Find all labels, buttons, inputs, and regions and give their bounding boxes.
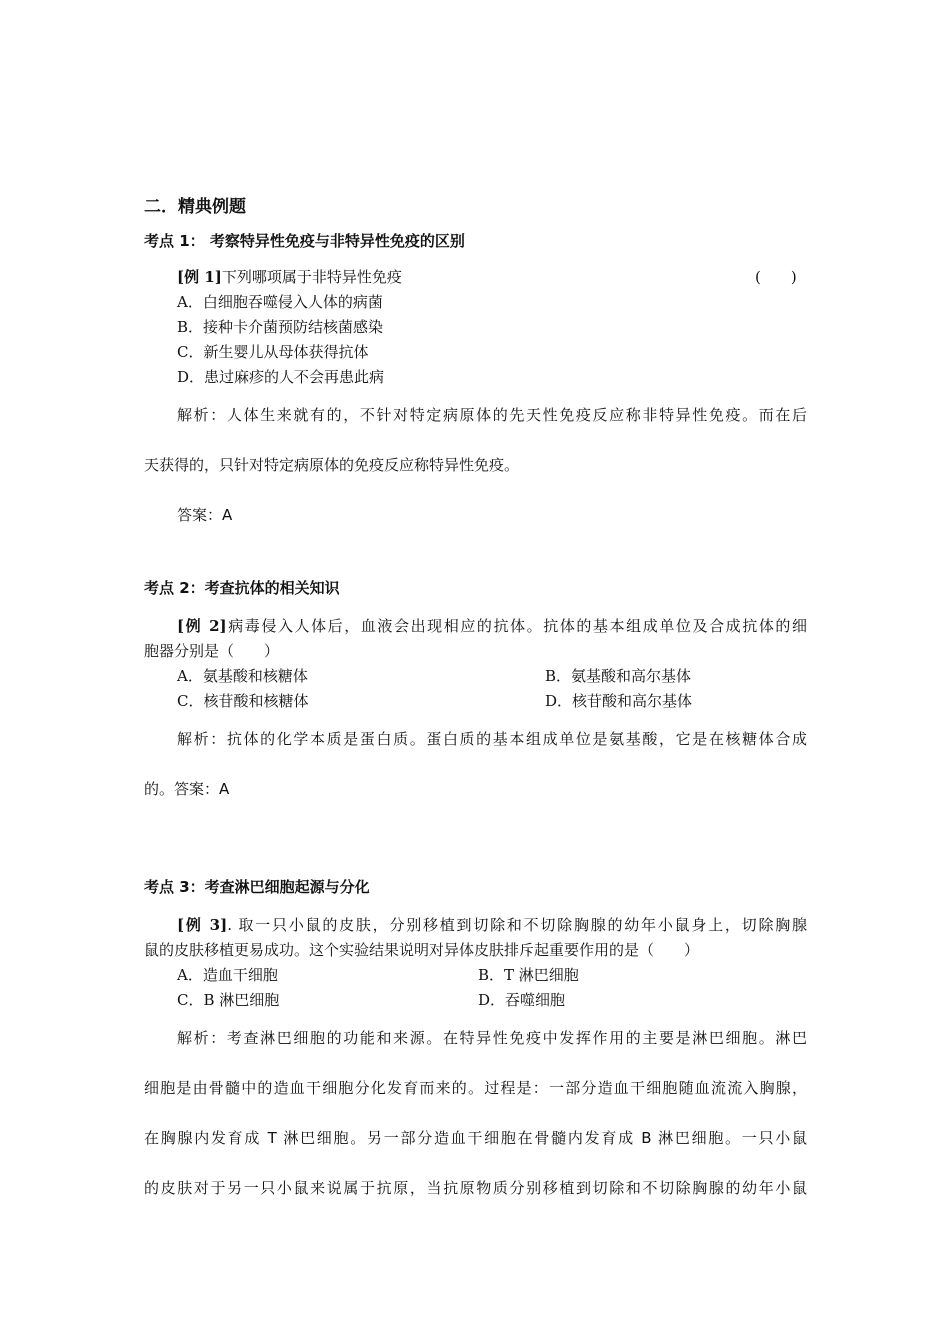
kp2-option-b: B．氨基酸和高尔基体: [545, 667, 692, 685]
kp2-analysis-line2: 的。答案：A: [144, 780, 230, 798]
kp2-analysis-line1: 解析：抗体的化学本质是蛋白质。蛋白质的基本组成单位是氨基酸，它是在核糖体合成: [177, 730, 807, 748]
kp1-option-a: A．白细胞吞噬侵入人体的病菌: [177, 293, 383, 311]
kp3-question-line2: 鼠的皮肤移植更易成功。这个实验结果说明对异体皮肤排斥起重要作用的是（ ）: [144, 941, 700, 959]
kp1-question: [177, 266, 402, 287]
kp1-heading: 考点 1： 考察特异性免疫与非特异性免疫的区别: [144, 232, 465, 250]
kp2-question-line1: [177, 615, 807, 636]
kp3-analysis-line4: 的皮肤对于另一只小鼠来说属于抗原，当抗原物质分别移植到切除和不切除胸腺的幼年小鼠: [144, 1179, 807, 1197]
kp3-heading: 考点 3：考查淋巴细胞起源与分化: [144, 878, 370, 896]
section-title: 二．精典例题: [144, 197, 246, 217]
kp1-option-d: D．患过麻疹的人不会再患此病: [177, 368, 385, 386]
kp3-question-line1: [177, 914, 807, 935]
kp3-question-text: . 取一只小鼠的皮肤，分别移植到切除和不切除胸腺的幼年小鼠身上，切除胸腺: [227, 916, 808, 934]
kp3-option-d: D．吞噬细胞: [478, 991, 566, 1009]
kp1-option-b: B．接种卡介菌预防结核菌感染: [177, 318, 384, 336]
kp3-analysis-line2: 细胞是由骨髓中的造血干细胞分化发育而来的。过程是：一部分造血干细胞随血流流入胸腺，: [144, 1079, 807, 1097]
kp1-analysis-line2: 天获得的，只针对特定病原体的免疫反应称特异性免疫。: [144, 456, 520, 474]
kp2-label: [例 2]: [177, 617, 227, 635]
kp1-answer: 答案：A: [177, 506, 233, 524]
kp3-option-c: C．B 淋巴细胞: [177, 991, 280, 1009]
kp1-option-c: C．新生婴儿从母体获得抗体: [177, 343, 369, 361]
kp3-analysis-line1: 解析：考查淋巴细胞的功能和来源。在特异性免疫中发挥作用的主要是淋巴细胞。淋巴: [177, 1029, 807, 1047]
kp3-analysis-line3: 在胸腺内发育成 T 淋巴细胞。另一部分造血干细胞在骨髓内发育成 B 淋巴细胞。一只小鼠: [144, 1129, 807, 1147]
kp2-option-d: D．核苷酸和高尔基体: [545, 692, 693, 710]
kp1-label: [例 1]: [177, 268, 222, 286]
kp3-option-b: B．T 淋巴细胞: [478, 966, 579, 984]
kp1-paren: ( ): [755, 268, 797, 286]
kp2-question-line2: 胞器分别是（ ）: [144, 642, 280, 660]
kp2-question-text: 病毒侵入人体后，血液会出现相应的抗体。抗体的基本组成单位及合成抗体的细: [226, 617, 807, 635]
kp3-option-a: A．造血干细胞: [177, 966, 278, 984]
kp2-heading: 考点 2：考查抗体的相关知识: [144, 579, 340, 597]
kp1-question-text: 下列哪项属于非特异性免疫: [221, 268, 402, 286]
kp2-option-c: C．核苷酸和核糖体: [177, 692, 309, 710]
kp3-label: [例 3]: [177, 916, 228, 934]
kp2-option-a: A．氨基酸和核糖体: [177, 667, 308, 685]
kp1-analysis-line1: 解析：人体生来就有的，不针对特定病原体的先天性免疫反应称非特异性免疫。而在后: [177, 406, 807, 424]
